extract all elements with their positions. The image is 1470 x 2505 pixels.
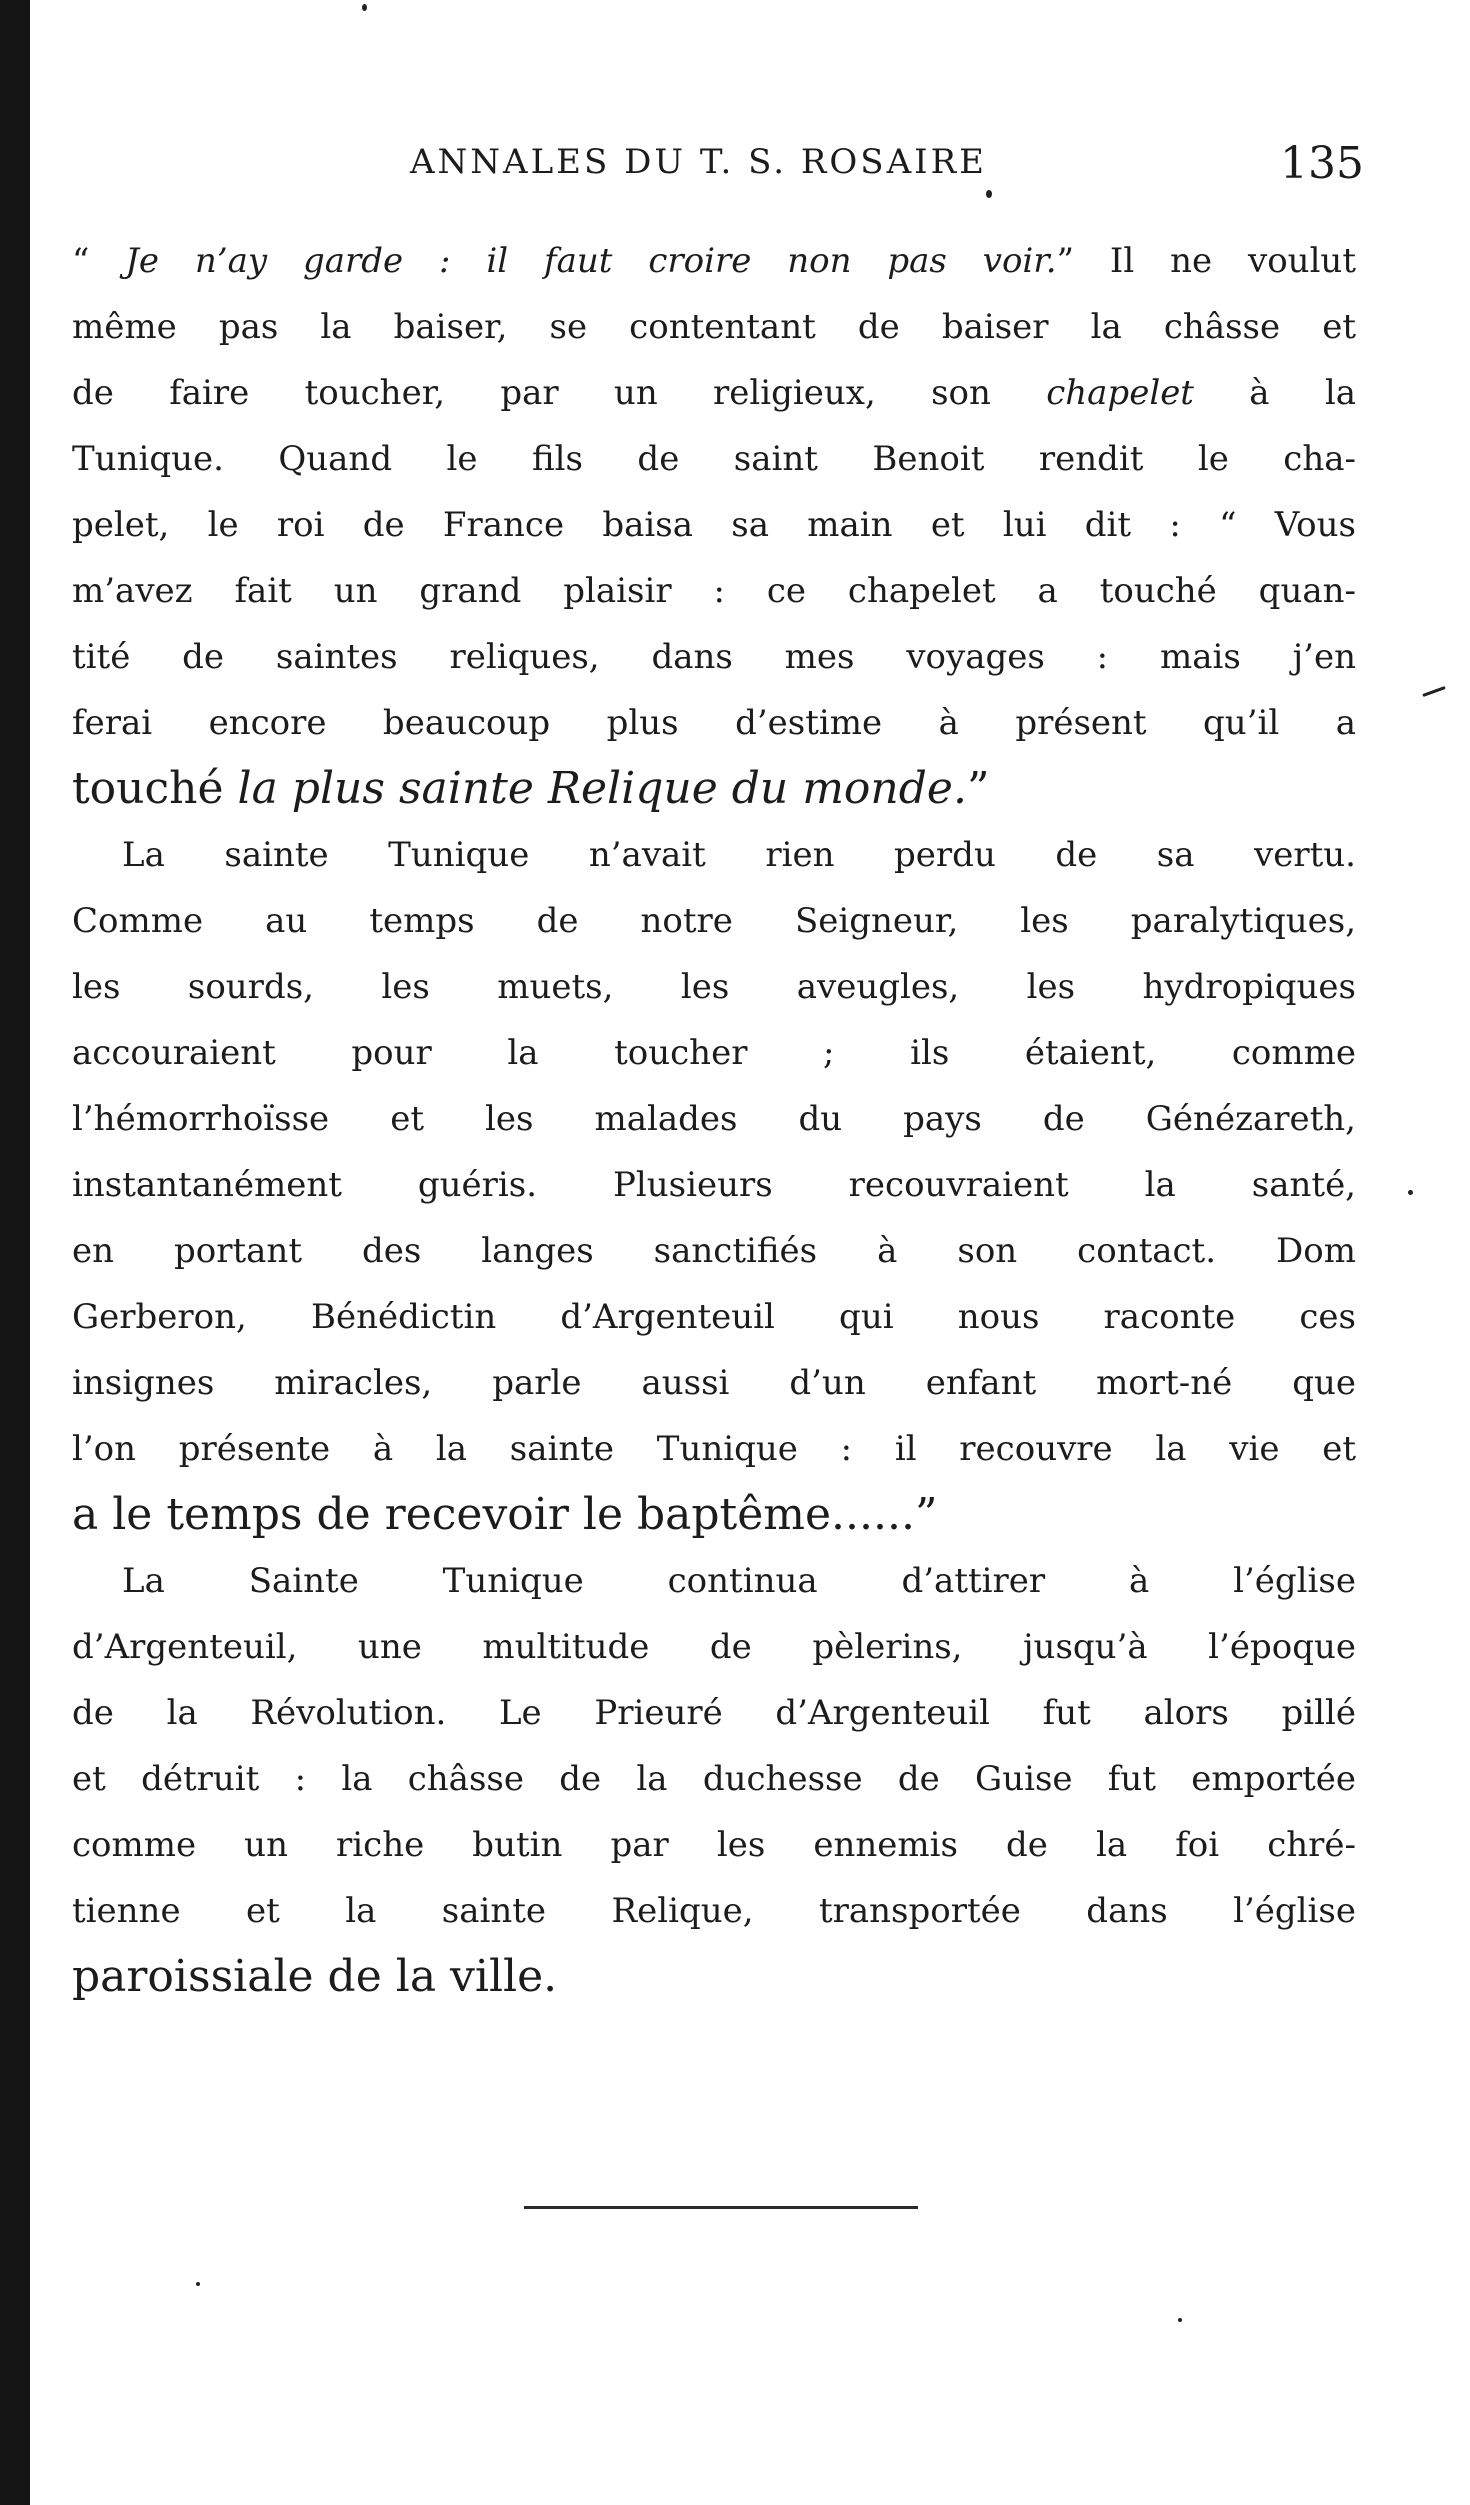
text-line <box>72 822 1356 888</box>
italic-text: chapelet <box>1046 373 1194 413</box>
text-line <box>72 624 1356 690</box>
text-segment: tité de saintes reliques, dans mes voyages : mais j’en <box>72 637 1356 677</box>
text-segment: touché <box>72 763 238 814</box>
print-speck <box>1408 1190 1413 1195</box>
text-segment: comme un riche butin par les ennemis de la foi chré- <box>72 1825 1356 1865</box>
end-rule <box>524 2206 918 2209</box>
italic-text: Je n’ay garde : il faut croire non pas voir. <box>125 241 1057 281</box>
text-line <box>72 360 1356 426</box>
text-line <box>72 492 1356 558</box>
text-segment: de la Révolution. Le Prieuré d’Argenteuil fut alors pillé <box>72 1693 1356 1733</box>
text-line <box>72 954 1356 1020</box>
text-segment: les sourds, les muets, les aveugles, les hydropiques <box>72 967 1356 1007</box>
text-segment: La Sainte Tunique continua d’attirer à l’église <box>122 1561 1356 1601</box>
text-segment: en portant des langes sanctifiés à son contact. Dom <box>72 1231 1356 1271</box>
body-text <box>72 228 1356 2010</box>
text-line <box>72 1878 1356 1944</box>
text-segment: Gerberon, Bénédictin d’Argenteuil qui nous raconte ces <box>72 1297 1356 1337</box>
text-line <box>72 690 1356 756</box>
text-line <box>72 1614 1356 1680</box>
text-segment: insignes miracles, parle aussi d’un enfant mort-né que <box>72 1363 1356 1403</box>
binding-edge <box>0 0 30 2505</box>
page-header <box>410 138 1364 194</box>
text-line <box>72 1680 1356 1746</box>
print-speck <box>196 2282 200 2286</box>
text-segment: l’on présente à la sainte Tunique : il recouvre la vie et <box>72 1429 1356 1469</box>
text-line <box>72 1020 1356 1086</box>
text-segment: m’avez fait un grand plaisir : ce chapelet a touché quan- <box>72 571 1356 611</box>
text-line <box>72 1284 1356 1350</box>
text-segment: d’Argenteuil, une multitude de pèlerins, jusqu’à l’époque <box>72 1627 1356 1667</box>
text-segment: tienne et la sainte Relique, transportée dans l’église <box>72 1891 1356 1931</box>
print-speck <box>1422 686 1446 697</box>
text-segment: ” Il ne voulut <box>1056 241 1356 281</box>
italic-text: la plus sainte Relique du monde. <box>237 763 967 814</box>
running-title: ANNALES DU T. S. ROSAIRE <box>410 142 987 182</box>
text-segment: et détruit : la châsse de la duchesse de Guise fut emportée <box>72 1759 1356 1799</box>
text-line <box>72 1416 1356 1482</box>
print-speck <box>1178 2318 1182 2322</box>
text-segment: pelet, le roi de France baisa sa main et lui dit : “ Vous <box>72 505 1356 545</box>
print-speck <box>362 4 367 11</box>
text-segment: a le temps de recevoir le baptême......” <box>72 1489 938 1540</box>
text-segment: même pas la baiser, se contentant de baiser la châsse et <box>72 307 1356 347</box>
text-line <box>72 1746 1356 1812</box>
text-line <box>72 1482 1356 1548</box>
text-segment: de faire toucher, par un religieux, son <box>72 373 1047 413</box>
text-segment: La sainte Tunique n’avait rien perdu de sa vertu. <box>122 835 1356 875</box>
text-line <box>72 558 1356 624</box>
text-line <box>72 294 1356 360</box>
text-line <box>72 228 1356 294</box>
text-line <box>72 1350 1356 1416</box>
text-segment: ferai encore beaucoup plus d’estime à présent qu’il a <box>72 703 1356 743</box>
text-line <box>72 756 1356 822</box>
text-segment: “ <box>72 241 126 281</box>
text-segment: Comme au temps de notre Seigneur, les paralytiques, <box>72 901 1356 941</box>
text-segment: l’hémorrhoïsse et les malades du pays de Génézareth, <box>72 1099 1356 1139</box>
text-line <box>72 888 1356 954</box>
text-line <box>72 1086 1356 1152</box>
text-line <box>72 1812 1356 1878</box>
text-line <box>72 1152 1356 1218</box>
text-segment: accouraient pour la toucher ; ils étaient, comme <box>72 1033 1356 1073</box>
text-segment: à la <box>1193 373 1356 413</box>
text-segment: ” <box>966 763 990 814</box>
page-number: 135 <box>1280 138 1364 189</box>
text-line <box>72 1944 1356 2010</box>
text-segment: instantanément guéris. Plusieurs recouvraient la santé, <box>72 1165 1356 1205</box>
text-segment: Tunique. Quand le fils de saint Benoit rendit le cha- <box>72 439 1356 479</box>
text-line <box>72 426 1356 492</box>
text-line <box>72 1218 1356 1284</box>
text-segment: paroissiale de la ville. <box>72 1951 558 2002</box>
text-line <box>72 1548 1356 1614</box>
